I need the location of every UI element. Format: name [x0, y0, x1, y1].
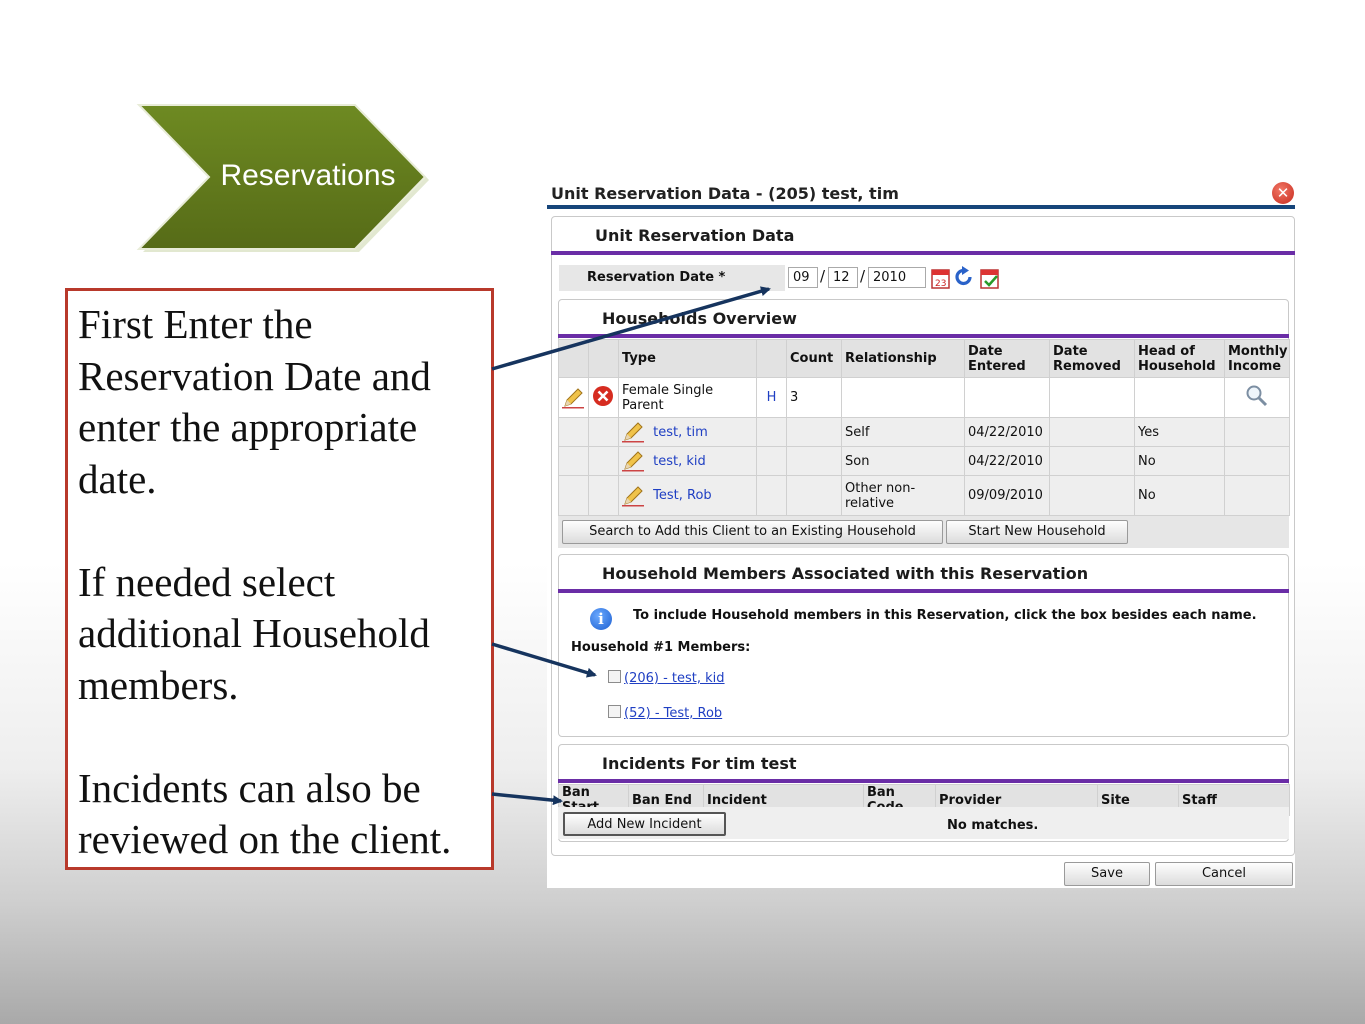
incidents-section-title: Incidents For tim test	[602, 754, 797, 773]
column-header: Provider	[936, 785, 1098, 816]
instruction-step-date: First Enter the Reservation Date and enter the appropriate date.	[78, 301, 431, 502]
head-of-household-cell: Yes	[1135, 418, 1225, 447]
add-new-incident-button[interactable]: Add New Incident	[563, 812, 726, 836]
column-header: Relationship	[842, 340, 965, 378]
date-separator: /	[820, 267, 826, 285]
column-header: Site	[1098, 785, 1179, 816]
column-header: Head of Household	[1135, 340, 1225, 378]
household-group-label: Household #1 Members:	[571, 640, 751, 655]
instruction-step-incidents: Incidents can also be reviewed on the client.	[78, 764, 452, 862]
column-header: Ban End	[629, 785, 704, 816]
start-new-household-button[interactable]: Start New Household	[946, 520, 1128, 544]
column-header: Ban	[559, 785, 629, 816]
column-header: Date Removed	[1050, 340, 1135, 378]
arrow-to-date	[492, 289, 769, 369]
svg-text:23: 23	[935, 279, 947, 289]
chevron-label: Reservations	[220, 159, 396, 192]
column-header: Date Entered	[965, 340, 1050, 378]
reservation-month-input[interactable]: 09	[788, 267, 818, 288]
member-link-52[interactable]: (52) - Test, Rob	[624, 706, 723, 721]
column-header: Staff	[1179, 785, 1290, 816]
column-header: Count	[787, 340, 842, 378]
column-header: Monthly Income	[1225, 340, 1290, 378]
date-entered-cell: 04/22/2010	[965, 447, 1050, 476]
instruction-step-members: If needed select additional Household members.	[78, 558, 430, 708]
search-existing-household-button[interactable]: Search to Add this Client to an Existing Household	[562, 520, 943, 544]
save-button[interactable]: Save	[1064, 862, 1150, 886]
relationship-cell: Self	[842, 418, 965, 447]
head-of-household-cell: No	[1135, 476, 1225, 516]
members-info-text: To include Household members in this Reservation, click the box besides each name.	[633, 608, 1257, 623]
column-header: Ban	[864, 785, 936, 816]
arrow-to-incidents	[492, 794, 561, 801]
date-entered-cell: 04/22/2010	[965, 418, 1050, 447]
column-header: Incident	[704, 785, 864, 816]
household-type-cell: Female Single Parent	[619, 378, 757, 418]
household-count-cell: 3	[787, 378, 842, 418]
reservation-section-title: Unit Reservation Data	[595, 226, 795, 245]
date-separator: /	[860, 267, 866, 285]
relationship-cell: Other non-relative	[842, 476, 965, 516]
household-flag-cell[interactable]: H	[757, 378, 787, 418]
no-matches-text: No matches.	[947, 818, 1039, 833]
households-section-title: Households Overview	[602, 309, 797, 328]
cancel-button[interactable]: Cancel	[1155, 862, 1293, 886]
relationship-cell: Son	[842, 447, 965, 476]
member-link-206[interactable]: (206) - test, kid	[624, 671, 725, 686]
reservation-year-input[interactable]: 2010	[868, 267, 926, 288]
dialog-title: Unit Reservation Data - (205) test, tim	[551, 184, 899, 203]
member-link[interactable]: Test, Rob	[653, 488, 712, 503]
head-of-household-cell: No	[1135, 447, 1225, 476]
info-icon: i	[590, 608, 612, 630]
date-entered-cell: 09/09/2010	[965, 476, 1050, 516]
arrow-to-members	[492, 644, 595, 675]
column-header: Type	[619, 340, 757, 378]
close-icon[interactable]: ✕	[1272, 182, 1294, 204]
member-link[interactable]: test, tim	[653, 424, 708, 440]
reservation-date-label: Reservation Date *	[559, 265, 785, 291]
household-members-section-title: Household Members Associated with this Reservation	[602, 564, 1089, 583]
member-link[interactable]: test, kid	[653, 453, 706, 469]
reservation-day-input[interactable]: 12	[828, 267, 858, 288]
